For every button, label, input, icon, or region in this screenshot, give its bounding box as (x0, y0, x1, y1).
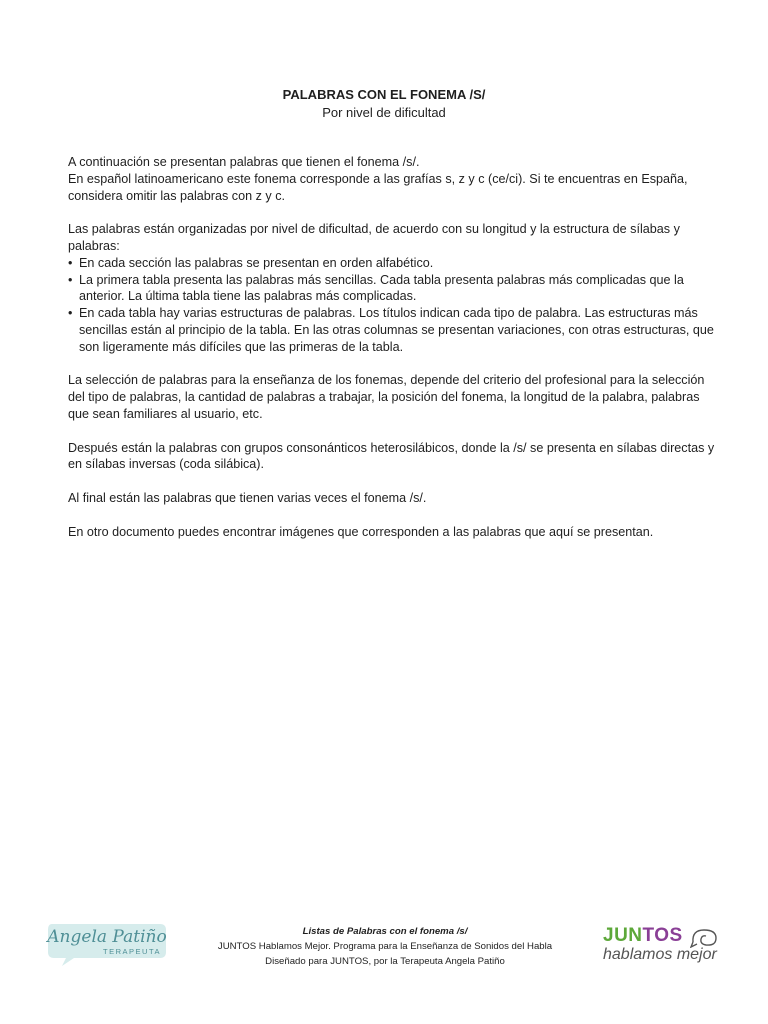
juntos-wordmark (603, 926, 683, 946)
bullet-glyph: • (68, 255, 73, 270)
footer-program-line: JUNTOS Hablamos Mejor. Programa para la Enseñanza de Sonidos del Habla (217, 941, 553, 952)
list-item (68, 305, 718, 355)
list-item-text: La primera tabla presenta las palabras más sencillas. Cada tabla presenta palabras más complicadas que la anterior. La última tabla tiene las palabras más complicadas. (79, 272, 684, 304)
bullet-glyph: • (68, 306, 73, 321)
document-title: PALABRAS CON EL FONEMA /S/ (282, 87, 486, 102)
footer-title: Listas de Palabras con el fonema /s/ (302, 926, 468, 937)
logo-tagline: TERAPEUTA (103, 947, 161, 956)
bullet-glyph: • (68, 272, 73, 287)
footer-credits (180, 924, 590, 969)
consonant-groups-paragraph: Después están la palabras con grupos consonánticos heterosilábicos, donde la /s/ se presenta en sílabas directas y en sílabas inversas (coda silábica). (68, 440, 715, 472)
list-item (68, 272, 718, 306)
juntos-tagline: hablamos mejor (603, 946, 717, 963)
intro-line-2: En español latinoamericano este fonema corresponde a las grafías s, z y c (ce/ci). Si te encuentras en España, considera omitir las palabras con z y c. (68, 171, 688, 203)
organization-list (68, 255, 718, 356)
other-document-paragraph: En otro documento puedes encontrar imágenes que corresponden a las palabras que aquí se presentan. (68, 524, 654, 539)
list-item-text: En cada tabla hay varias estructuras de palabras. Los títulos indican cada tipo de palabra. Las estructuras más sencillas están al principio de la tabla. En las otras columnas se presentan variaciones, con otras estructuras, que son ligeramente más difíciles que las primeras de la tabla. (79, 306, 714, 354)
document-body (68, 154, 718, 557)
juntos-part-purple: TOS (642, 925, 683, 946)
footer-designer-line: Diseñado para JUNTOS, por la Terapeuta Angela Patiño (265, 956, 505, 967)
final-paragraph: Al final están las palabras que tienen varias veces el fonema /s/. (68, 490, 427, 505)
juntos-logo (600, 924, 730, 968)
intro-line-1: A continuación se presentan palabras que tienen el fonema /s/. (68, 155, 420, 169)
speech-bubble-logo-icon (44, 918, 170, 968)
logo-name: Angela Patiño (47, 927, 167, 947)
organization-paragraph: Las palabras están organizadas por nivel de dificultad, de acuerdo con su longitud y la estructura de sílabas y palabras: (68, 222, 680, 253)
angela-patino-logo (44, 918, 170, 968)
juntos-part-green: JUN (603, 925, 643, 946)
selection-paragraph: La selección de palabras para la enseñanza de los fonemas, depende del criterio del profesional para la selección del tipo de palabras, la cantidad de palabras a trabajar, la posición del fonema, la longitud de la palabra, palabras que sean familiares al usuario, etc. (68, 373, 705, 421)
list-item-text: En cada sección las palabras se presentan en orden alfabético. (79, 255, 434, 270)
list-item (68, 255, 718, 272)
document-subtitle: Por nivel de dificultad (322, 105, 446, 120)
